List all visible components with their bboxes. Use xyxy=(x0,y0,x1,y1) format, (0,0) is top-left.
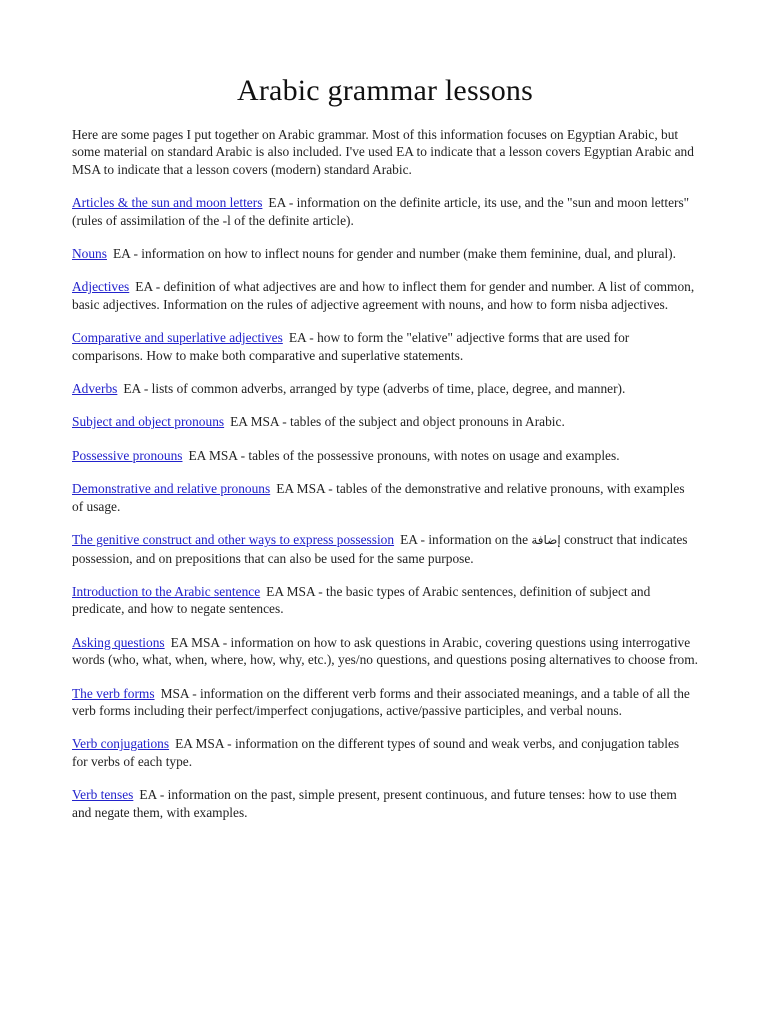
lesson-link-asking-questions[interactable]: Asking questions xyxy=(72,634,165,650)
lesson-link-subject-object-pronouns[interactable]: Subject and object pronouns xyxy=(72,414,225,430)
lesson-tags: MSA xyxy=(160,685,189,701)
lesson-tags: EA xyxy=(123,381,141,397)
page-title: Arabic grammar lessons xyxy=(237,74,533,107)
lesson-description-pre: - information on the xyxy=(417,532,532,548)
arabic-term: إضافة xyxy=(531,533,561,548)
lesson-list xyxy=(72,194,698,821)
lesson-description: - tables of the demonstrative and relative pronouns, with examples of usage. xyxy=(72,481,685,514)
intro-paragraph: Here are some pages I put together on Arabic grammar. Most of this information focuses on Egyptian Arabic, but some material on standard Arabic is also included. I've used EA to indicate that a lesson covers Egyptian Arabic and MSA to indicate that a lesson covers (modern) standard Arabic. xyxy=(72,127,694,177)
lesson-item xyxy=(72,583,698,618)
lesson-description: - the basic types of Arabic sentences, definition of subject and predicate, and how to negate sentences. xyxy=(72,583,651,617)
lesson-item xyxy=(72,329,698,364)
lesson-tags: EA xyxy=(268,195,286,211)
lesson-tags: EA MSA xyxy=(175,736,224,752)
lesson-link-genitive-construct[interactable]: The genitive construct and other ways to express possession xyxy=(72,532,395,548)
lesson-description: - information on the definite article, its use, and the "sun and moon letters" (rules of assimilation of the -l of the definite article). xyxy=(72,195,690,228)
lesson-item xyxy=(72,413,698,430)
lesson-link-verb-forms[interactable]: The verb forms xyxy=(72,685,155,701)
lesson-link-nouns[interactable]: Nouns xyxy=(72,246,107,262)
lesson-link-comparative[interactable]: Comparative and superlative adjectives xyxy=(72,330,283,346)
lesson-item xyxy=(72,447,698,464)
lesson-item xyxy=(72,380,698,397)
lesson-item xyxy=(72,245,698,262)
lesson-tags: EA xyxy=(139,787,157,803)
lesson-description: - tables of the possessive pronouns, with notes on usage and examples. xyxy=(237,447,620,463)
lesson-item xyxy=(72,685,698,720)
lesson-link-demonstrative-relative[interactable]: Demonstrative and relative pronouns xyxy=(72,481,271,497)
lesson-tags: EA xyxy=(400,532,418,548)
lesson-tags: EA xyxy=(135,279,153,295)
lesson-link-adjectives[interactable]: Adjectives xyxy=(72,279,130,295)
lesson-description: - information on the different verb forms and their associated meanings, and a table of all the verb forms including their perfect/imperfect conjugations, active/passive participles, and verbal nouns. xyxy=(72,685,690,718)
lesson-item xyxy=(72,786,698,821)
lesson-link-possessive-pronouns[interactable]: Possessive pronouns xyxy=(72,447,183,463)
lesson-description: - tables of the subject and object pronouns in Arabic. xyxy=(278,414,565,430)
lesson-item xyxy=(72,634,698,669)
lesson-tags: EA xyxy=(288,330,306,346)
lesson-tags: EA MSA xyxy=(266,583,315,599)
lesson-description: - information on the past, simple present, present continuous, and future tenses: how to use them and negate them, with examples. xyxy=(72,787,677,820)
lesson-description: construct that indicates possession, and on prepositions that can also be used for the same purpose. xyxy=(72,532,688,566)
lesson-item xyxy=(72,531,698,567)
lesson-link-arabic-sentence[interactable]: Introduction to the Arabic sentence xyxy=(72,583,261,599)
lesson-description: - information on how to inflect nouns for gender and number (make them feminine, dual, and plural). xyxy=(130,246,676,262)
lesson-item xyxy=(72,194,698,229)
lesson-description: - lists of common adverbs, arranged by type (adverbs of time, place, degree, and manner). xyxy=(140,381,626,397)
lesson-link-verb-tenses[interactable]: Verb tenses xyxy=(72,787,134,803)
lesson-tags: EA MSA xyxy=(276,481,325,497)
lesson-tags: EA MSA xyxy=(170,634,220,650)
lesson-tags: EA MSA xyxy=(230,414,279,430)
lesson-description: - information on the different types of sound and weak verbs, and conjugation tables for verbs of each type. xyxy=(72,736,680,769)
lesson-description: - information on how to ask questions in Arabic, covering questions using interrogative words (who, what, when, where, how, why, etc.), yes/no questions, and questions posing alternatives to choose from. xyxy=(72,634,699,668)
lesson-description: - definition of what adjectives are and how to inflect them for gender and number. A list of common, basic adjectives. Information on the rules of adjective agreement with nouns, and how to form nisba adjectives. xyxy=(72,279,695,312)
lesson-item xyxy=(72,735,698,770)
lesson-tags: EA xyxy=(112,246,131,262)
lesson-item xyxy=(72,278,698,313)
lesson-link-adverbs[interactable]: Adverbs xyxy=(72,381,118,397)
lesson-tags: EA MSA xyxy=(188,447,238,463)
lesson-item xyxy=(72,480,698,515)
lesson-link-articles[interactable]: Articles & the sun and moon letters xyxy=(72,195,263,211)
lesson-description: - how to form the "elative" adjective forms that are used for comparisons. How to make both comparative and superlative statements. xyxy=(72,330,630,363)
lesson-link-verb-conjugations[interactable]: Verb conjugations xyxy=(72,736,170,752)
